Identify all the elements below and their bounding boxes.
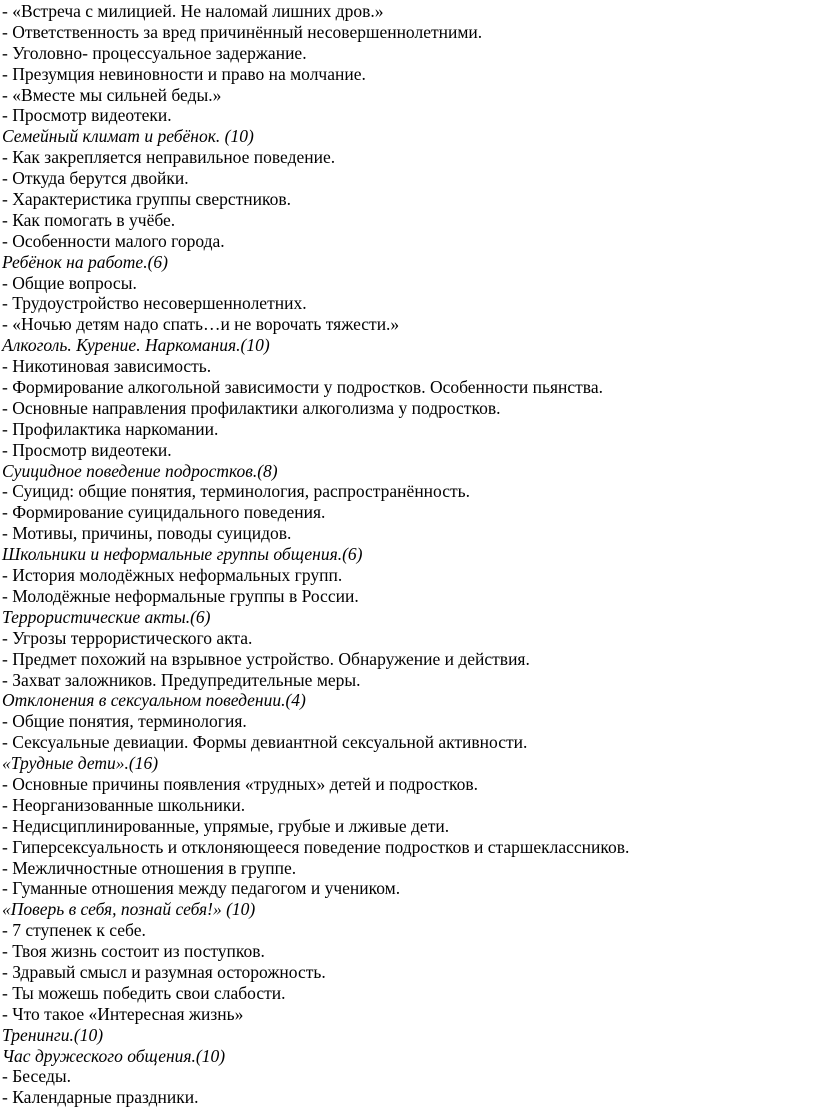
list-item: - Беседы.	[2, 1066, 72, 1087]
section-heading: Суицидное поведение подростков.(8)	[2, 460, 278, 481]
section-heading: Семейный климат и ребёнок. (10)	[2, 126, 254, 147]
list-item: - История молодёжных неформальных групп.	[2, 565, 343, 586]
list-item: - Просмотр видеотеки.	[2, 439, 172, 460]
list-item: - Общие вопросы.	[2, 272, 137, 293]
section-heading: Алкоголь. Курение. Наркомания.(10)	[2, 335, 270, 356]
list-item: - Презумция невиновности и право на молчание.	[2, 63, 366, 84]
list-item: - Откуда берутся двойки.	[2, 168, 189, 189]
list-item: - Ты можешь победить свои слабости.	[2, 982, 286, 1003]
list-item: - Что такое «Интересная жизнь»	[2, 1003, 244, 1024]
list-item: - Захват заложников. Предупредительные меры.	[2, 669, 361, 690]
list-item: - Трудоустройство несовершеннолетних.	[2, 293, 307, 314]
list-item: - Здравый смысл и разумная осторожность.	[2, 961, 326, 982]
list-item: - Ответственность за вред причинённый несовершеннолетними.	[2, 21, 483, 42]
list-item: - Никотиновая зависимость.	[2, 356, 212, 377]
list-item: - Мотивы, причины, поводы суицидов.	[2, 523, 292, 544]
list-item: - Особенности малого города.	[2, 230, 225, 251]
section-heading: «Поверь в себя, познай себя!» (10)	[2, 899, 256, 920]
list-item: - Уголовно- процессуальное задержание.	[2, 42, 307, 63]
section-heading: «Трудные дети».(16)	[2, 753, 159, 774]
list-item: - Угрозы террористического акта.	[2, 627, 253, 648]
list-item: - Общие понятия, терминология.	[2, 711, 247, 732]
list-item: - «Ночью детям надо спать…и не ворочать тяжести.»	[2, 314, 400, 335]
list-item: - Основные причины появления «трудных» детей и подростков.	[2, 773, 479, 794]
list-item: - «Вместе мы сильней беды.»	[2, 84, 222, 105]
section-heading: Тренинги.(10)	[2, 1024, 104, 1045]
list-item: - Недисциплинированные, упрямые, грубые и лживые дети.	[2, 815, 450, 836]
list-item: - 7 ступенек к себе.	[2, 920, 146, 941]
list-item: - Гиперсексуальность и отклоняющееся поведение подростков и старшеклассников.	[2, 836, 630, 857]
section-heading: Террористические акты.(6)	[2, 606, 211, 627]
list-item: - Формирование алкогольной зависимости у подростков. Особенности пьянства.	[2, 377, 603, 398]
section-heading: Отклонения в сексуальном поведении.(4)	[2, 690, 306, 711]
list-item: - Основные направления профилактики алкоголизма у подростков.	[2, 397, 501, 418]
list-item: - Суицид: общие понятия, терминология, распространённость.	[2, 481, 471, 502]
list-item: - Профилактика наркомании.	[2, 418, 219, 439]
list-item: - Твоя жизнь состоит из поступков.	[2, 941, 265, 962]
list-item: - «Встреча с милицией. Не наломай лишних дров.»	[2, 1, 384, 21]
list-item: - Неорганизованные школьники.	[2, 794, 246, 815]
list-item: - Формирование суицидального поведения.	[2, 502, 326, 523]
section-heading: Школьники и неформальные группы общения.(6)	[2, 544, 363, 565]
list-item: - Молодёжные неформальные группы в России.	[2, 585, 359, 606]
list-item: - Как помогать в учёбе.	[2, 209, 176, 230]
list-item: - Гуманные отношения между педагогом и учеником.	[2, 878, 401, 899]
section-heading: Час дружеского общения.(10)	[2, 1045, 226, 1066]
list-item: - Характеристика группы сверстников.	[2, 189, 291, 210]
document-page	[2, 1, 808, 1108]
list-item: - Межличностные отношения в группе.	[2, 857, 297, 878]
list-item: - Сексуальные девиации. Формы девиантной сексуальной активности.	[2, 732, 528, 753]
list-item: - Как закрепляется неправильное поведение.	[2, 147, 336, 168]
list-item: - Предмет похожий на взрывное устройство. Обнаружение и действия.	[2, 648, 530, 669]
list-item: - Просмотр видеотеки.	[2, 105, 172, 126]
list-item: - Календарные праздники.	[2, 1087, 199, 1108]
section-heading: Ребёнок на работе.(6)	[2, 251, 168, 272]
